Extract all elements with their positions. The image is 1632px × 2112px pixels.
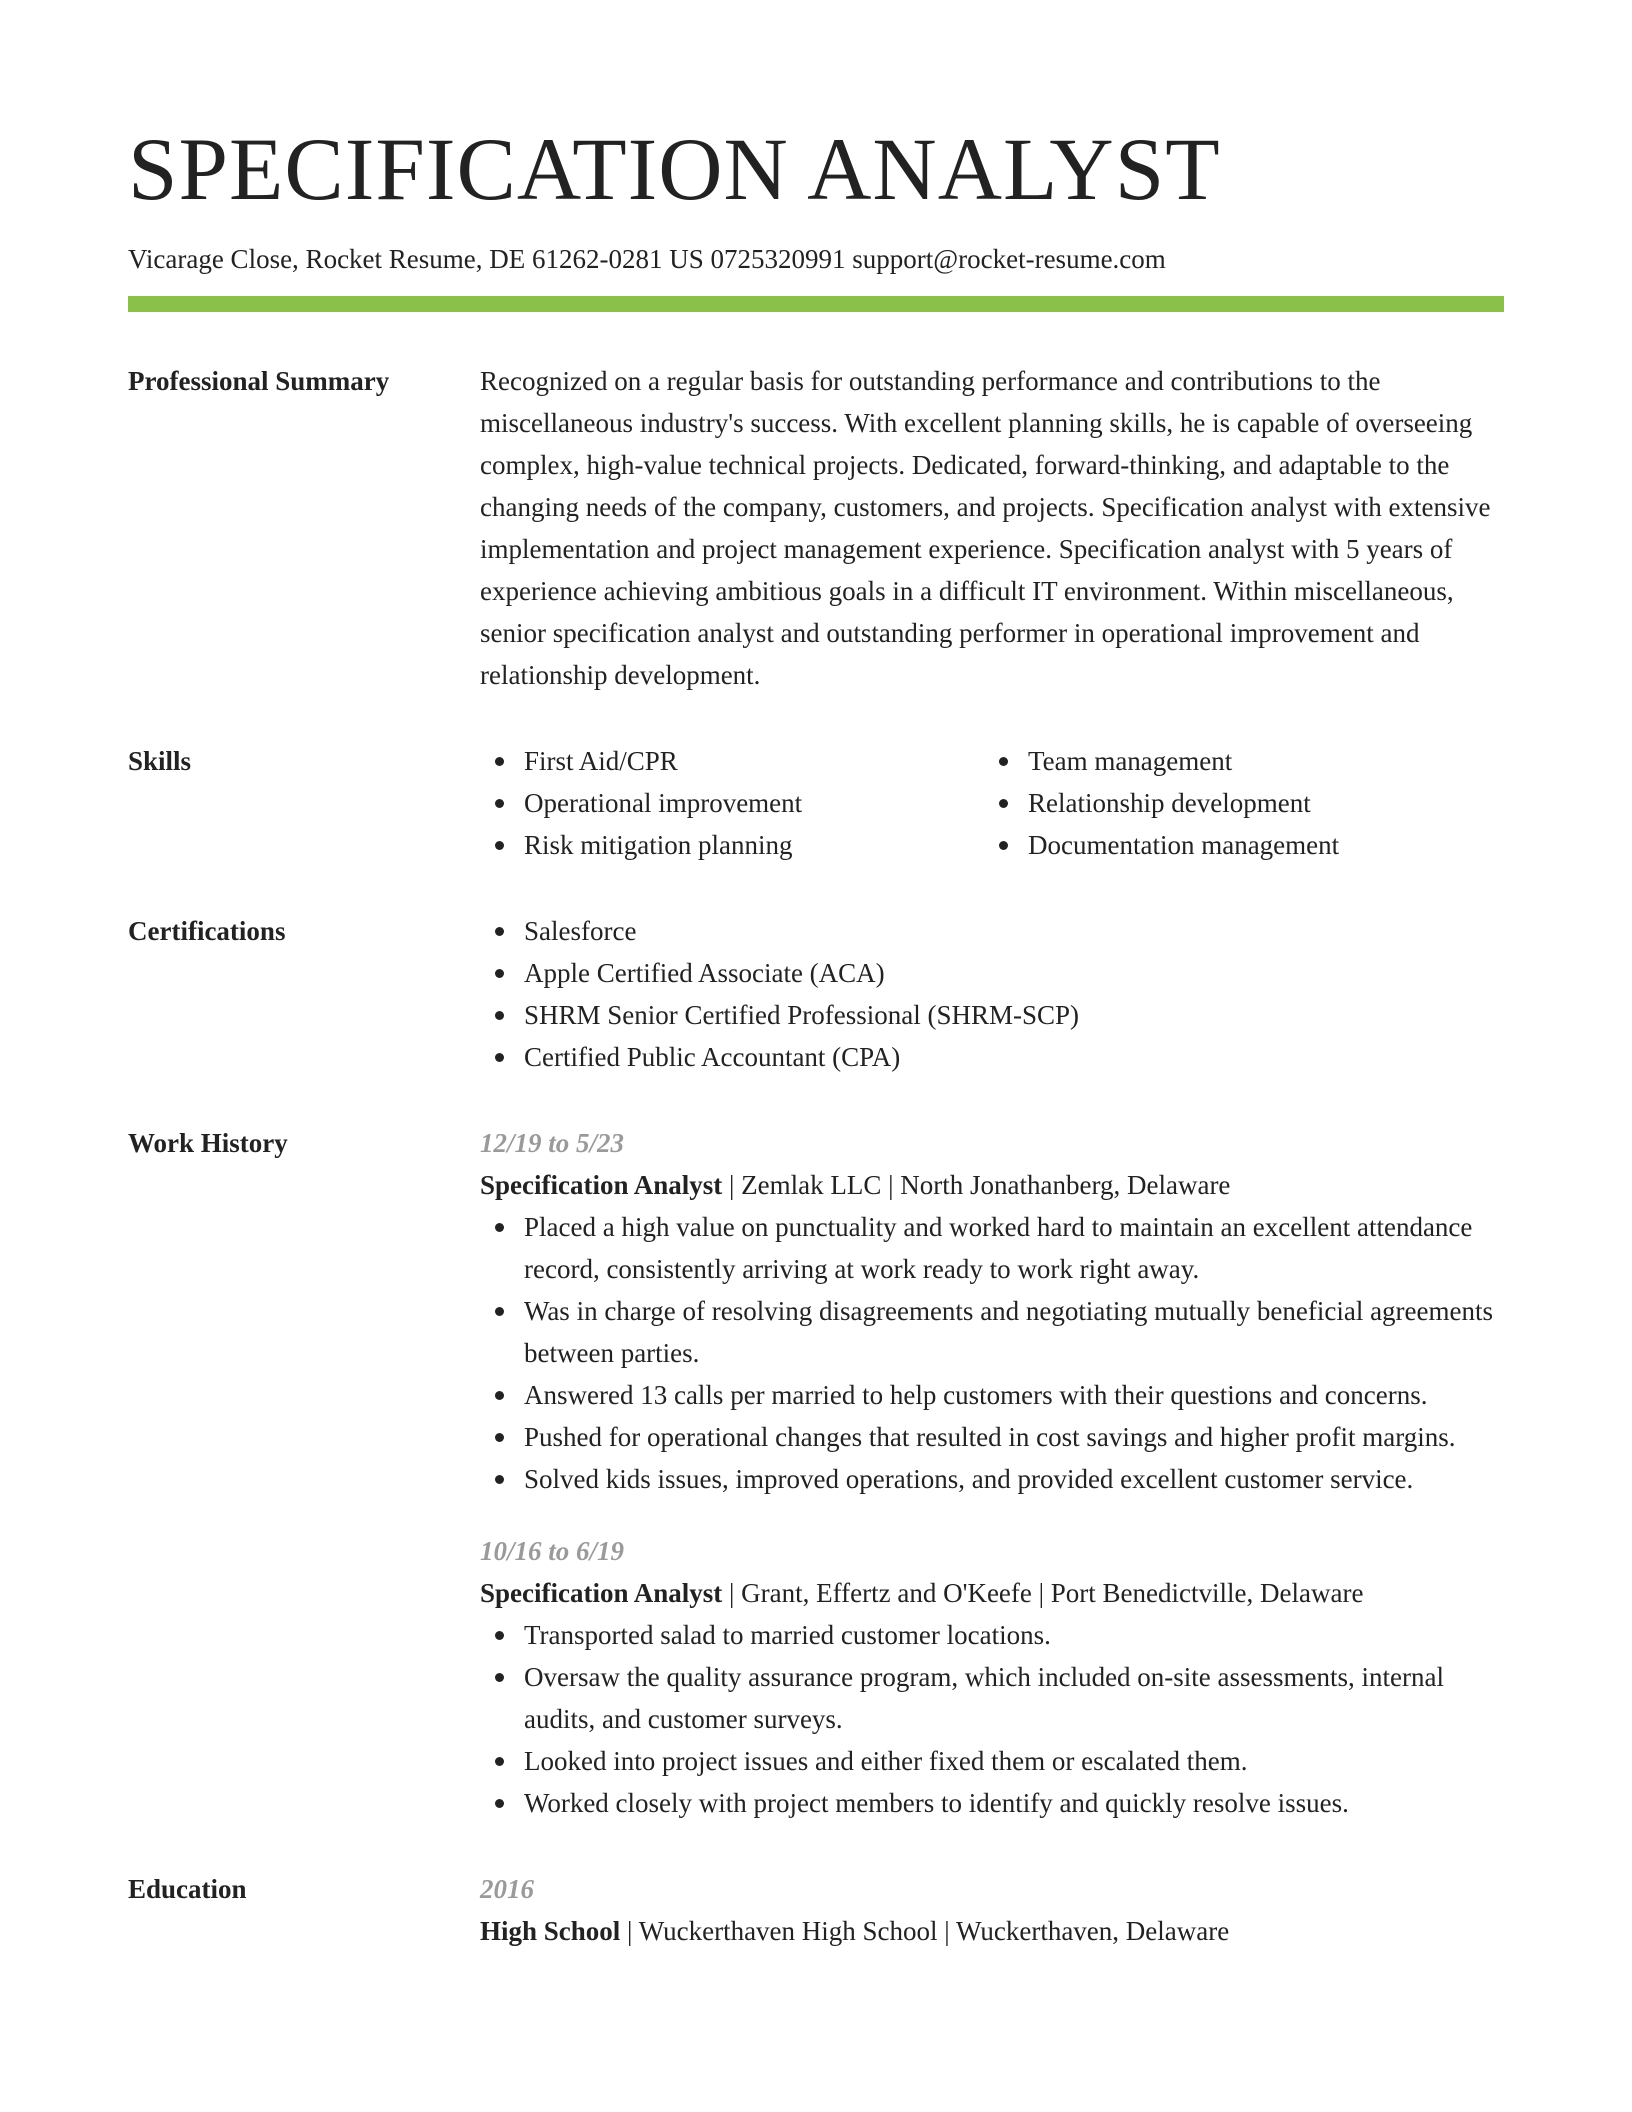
certification-item: Salesforce [480,910,1504,952]
skills-heading: Skills [128,746,192,776]
certifications-list [480,910,1504,1078]
job-entry [480,1530,1504,1824]
job-role: Specification Analyst [480,1578,723,1608]
job-bullet: Oversaw the quality assurance program, which included on-site assessments, internal audits, and customer surveys. [480,1656,1504,1740]
certification-item: SHRM Senior Certified Professional (SHRM-SCP) [480,994,1504,1036]
contact-info: Vicarage Close, Rocket Resume, DE 61262-0281 US 0725320991 support@rocket-resume.com [128,244,1166,274]
summary-heading: Professional Summary [128,366,390,396]
job-bullet: Looked into project issues and either fixed them or escalated them. [480,1740,1504,1782]
resume-name: SPECIFICATION ANALYST [128,121,1221,219]
skills-list-left [480,740,984,866]
certification-item: Certified Public Accountant (CPA) [480,1036,1504,1078]
job-details: | Zemlak LLC | North Jonathanberg, Delaware [722,1170,1231,1200]
education-section [128,1868,1504,1952]
skill-item: Documentation management [984,824,1488,866]
skill-item: Risk mitigation planning [480,824,984,866]
work-history-heading: Work History [128,1128,288,1158]
summary-section [128,360,1504,696]
job-bullets [480,1614,1504,1824]
job-dates: 12/19 to 5/23 [480,1128,625,1158]
skills-section [128,740,1504,866]
skill-item: Relationship development [984,782,1488,824]
certification-item: Apple Certified Associate (ACA) [480,952,1504,994]
skills-list-right [984,740,1488,866]
job-bullet: Solved kids issues, improved operations, and provided excellent customer service. [480,1458,1504,1500]
job-details: | Grant, Effertz and O'Keefe | Port Benedictville, Delaware [722,1578,1364,1608]
job-bullet: Answered 13 calls per married to help customers with their questions and concerns. [480,1374,1504,1416]
skill-item: First Aid/CPR [480,740,984,782]
education-dates: 2016 [480,1874,534,1904]
certifications-section [128,910,1504,1078]
education-details: | Wuckerthaven High School | Wuckerthaven, Delaware [620,1916,1230,1946]
job-dates: 10/16 to 6/19 [480,1536,625,1566]
education-degree: High School [480,1916,621,1946]
job-bullets [480,1206,1504,1500]
header-divider [128,296,1504,312]
job-bullet: Was in charge of resolving disagreements and negotiating mutually beneficial agreements between parties. [480,1290,1504,1374]
skill-item: Operational improvement [480,782,984,824]
resume-page [128,120,1504,1952]
education-line [480,1910,1504,1952]
education-heading: Education [128,1874,247,1904]
job-bullet: Placed a high value on punctuality and worked hard to maintain an excellent attendance record, consistently arriving at work ready to work right away. [480,1206,1504,1290]
job-entry [480,1122,1504,1500]
job-role: Specification Analyst [480,1170,723,1200]
job-title-line [480,1164,1504,1206]
job-bullet: Worked closely with project members to identify and quickly resolve issues. [480,1782,1504,1824]
certifications-heading: Certifications [128,916,286,946]
summary-text: Recognized on a regular basis for outstanding performance and contributions to the miscellaneous industry's success. With excellent planning skills, he is capable of overseeing complex, high-value technical projects. Dedicated, forward-thinking, and adaptable to the changing needs of the company, customers, and projects. Specification analyst with extensive implementation and project management experience. Specification analyst with 5 years of experience achieving ambitious goals in a difficult IT environment. Within miscellaneous, senior specification analyst and outstanding performer in operational improvement and relationship development. [480,366,1491,690]
work-history-section [128,1122,1504,1824]
job-title-line [480,1572,1504,1614]
job-bullet: Pushed for operational changes that resulted in cost savings and higher profit margins. [480,1416,1504,1458]
job-bullet: Transported salad to married customer locations. [480,1614,1504,1656]
skill-item: Team management [984,740,1488,782]
